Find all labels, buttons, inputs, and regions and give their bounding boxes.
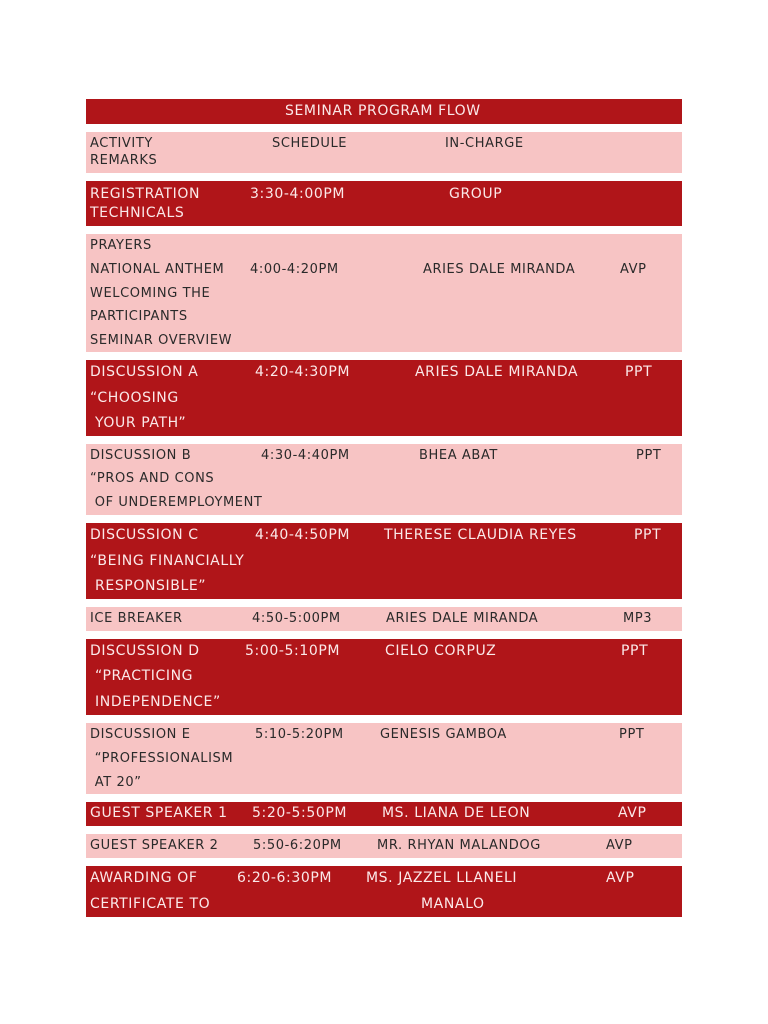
program-row <box>86 607 682 631</box>
schedule-cell: 4:40-4:50PM <box>255 527 351 543</box>
schedule-cell: 5:00-5:10PM <box>245 643 341 659</box>
activity-line: SEMINAR OVERVIEW <box>90 333 233 348</box>
program-row <box>86 523 682 599</box>
activity-line: GUEST SPEAKER 2 <box>90 838 219 853</box>
activity-line: NATIONAL ANTHEM <box>90 262 225 277</box>
in-charge-cell: GENESIS GAMBOA <box>380 727 507 742</box>
activity-line: “PRACTICING <box>90 668 194 684</box>
schedule-cell: 6:20-6:30PM <box>237 870 333 886</box>
remarks-cell: MP3 <box>623 611 653 626</box>
schedule-cell: 4:00-4:20PM <box>250 262 339 277</box>
program-row <box>86 234 682 352</box>
activity-line: RESPONSIBLE” <box>90 578 207 594</box>
remarks-cell: AVP <box>620 262 647 277</box>
schedule-cell: 4:30-4:40PM <box>261 448 350 463</box>
activity-line: AWARDING OF <box>90 870 198 886</box>
activity-line: TECHNICALS <box>90 205 185 221</box>
activity-line: DISCUSSION E <box>90 727 191 742</box>
activity-line: INDEPENDENCE” <box>90 694 221 710</box>
in-charge-cell: CIELO CORPUZ <box>385 643 497 659</box>
header-activity: ACTIVITY <box>90 136 153 151</box>
program-row <box>86 723 682 794</box>
schedule-cell: 5:10-5:20PM <box>255 727 344 742</box>
activity-line: GUEST SPEAKER 1 <box>90 805 228 821</box>
header-row <box>86 132 682 173</box>
activity-line: DISCUSSION B <box>90 448 192 463</box>
activity-line: REGISTRATION <box>90 186 201 202</box>
in-charge-cell: ARIES DALE MIRANDA <box>415 364 579 380</box>
program-row <box>86 444 682 515</box>
activity-line: PRAYERS <box>90 238 152 253</box>
remarks-cell: PPT <box>621 643 649 659</box>
in-charge-cell: BHEA ABAT <box>419 448 498 463</box>
in-charge-cell: GROUP <box>449 186 503 202</box>
page-title: SEMINAR PROGRAM FLOW <box>285 103 481 119</box>
activity-line: YOUR PATH” <box>90 415 187 431</box>
program-row <box>86 866 682 917</box>
schedule-cell: 4:20-4:30PM <box>255 364 351 380</box>
program-row <box>86 360 682 436</box>
schedule-cell: 3:30-4:00PM <box>250 186 346 202</box>
program-row <box>86 639 682 715</box>
in-charge-cell: THERESE CLAUDIA REYES <box>384 527 577 543</box>
activity-line: ICE BREAKER <box>90 611 183 626</box>
header-schedule: SCHEDULE <box>272 136 348 151</box>
remarks-cell: AVP <box>606 870 635 886</box>
remarks-cell: PPT <box>636 448 662 463</box>
schedule-cell: 4:50-5:00PM <box>252 611 341 626</box>
activity-line: PARTICIPANTS <box>90 309 188 324</box>
in-charge-cell: ARIES DALE MIRANDA <box>423 262 576 277</box>
activity-line: CERTIFICATE TO <box>90 896 211 912</box>
schedule-cell: 5:20-5:50PM <box>252 805 348 821</box>
activity-line: DISCUSSION D <box>90 643 200 659</box>
remarks-cell: PPT <box>625 364 653 380</box>
program-row <box>86 834 682 858</box>
activity-line: WELCOMING THE <box>90 286 211 301</box>
activity-line: AT 20” <box>90 775 142 790</box>
program-row <box>86 802 682 826</box>
in-charge-cell: MS. LIANA DE LEON <box>382 805 531 821</box>
in-charge-cell: ARIES DALE MIRANDA <box>386 611 539 626</box>
remarks-cell: PPT <box>634 527 662 543</box>
activity-line: “BEING FINANCIALLY <box>90 553 245 569</box>
remarks-cell: AVP <box>606 838 633 853</box>
header-in-charge: IN-CHARGE <box>445 136 524 151</box>
activity-line: DISCUSSION A <box>90 364 199 380</box>
activity-line: “PROFESSIONALISM <box>90 751 234 766</box>
title-bar <box>86 99 682 124</box>
program-row <box>86 181 682 226</box>
remarks-cell: PPT <box>619 727 645 742</box>
activity-line: “PROS AND CONS <box>90 471 215 486</box>
activity-line: OF UNDEREMPLOYMENT <box>90 495 263 510</box>
schedule-cell: 5:50-6:20PM <box>253 838 342 853</box>
in-charge-cell: MR. RHYAN MALANDOG <box>377 838 541 853</box>
in-charge-cell: MS. JAZZEL LLANELI <box>366 870 518 886</box>
in-charge-cell: MANALO <box>421 896 485 912</box>
activity-line: “CHOOSING <box>90 390 179 406</box>
header-remarks: REMARKS <box>90 153 158 168</box>
remarks-cell: AVP <box>618 805 647 821</box>
activity-line: DISCUSSION C <box>90 527 199 543</box>
